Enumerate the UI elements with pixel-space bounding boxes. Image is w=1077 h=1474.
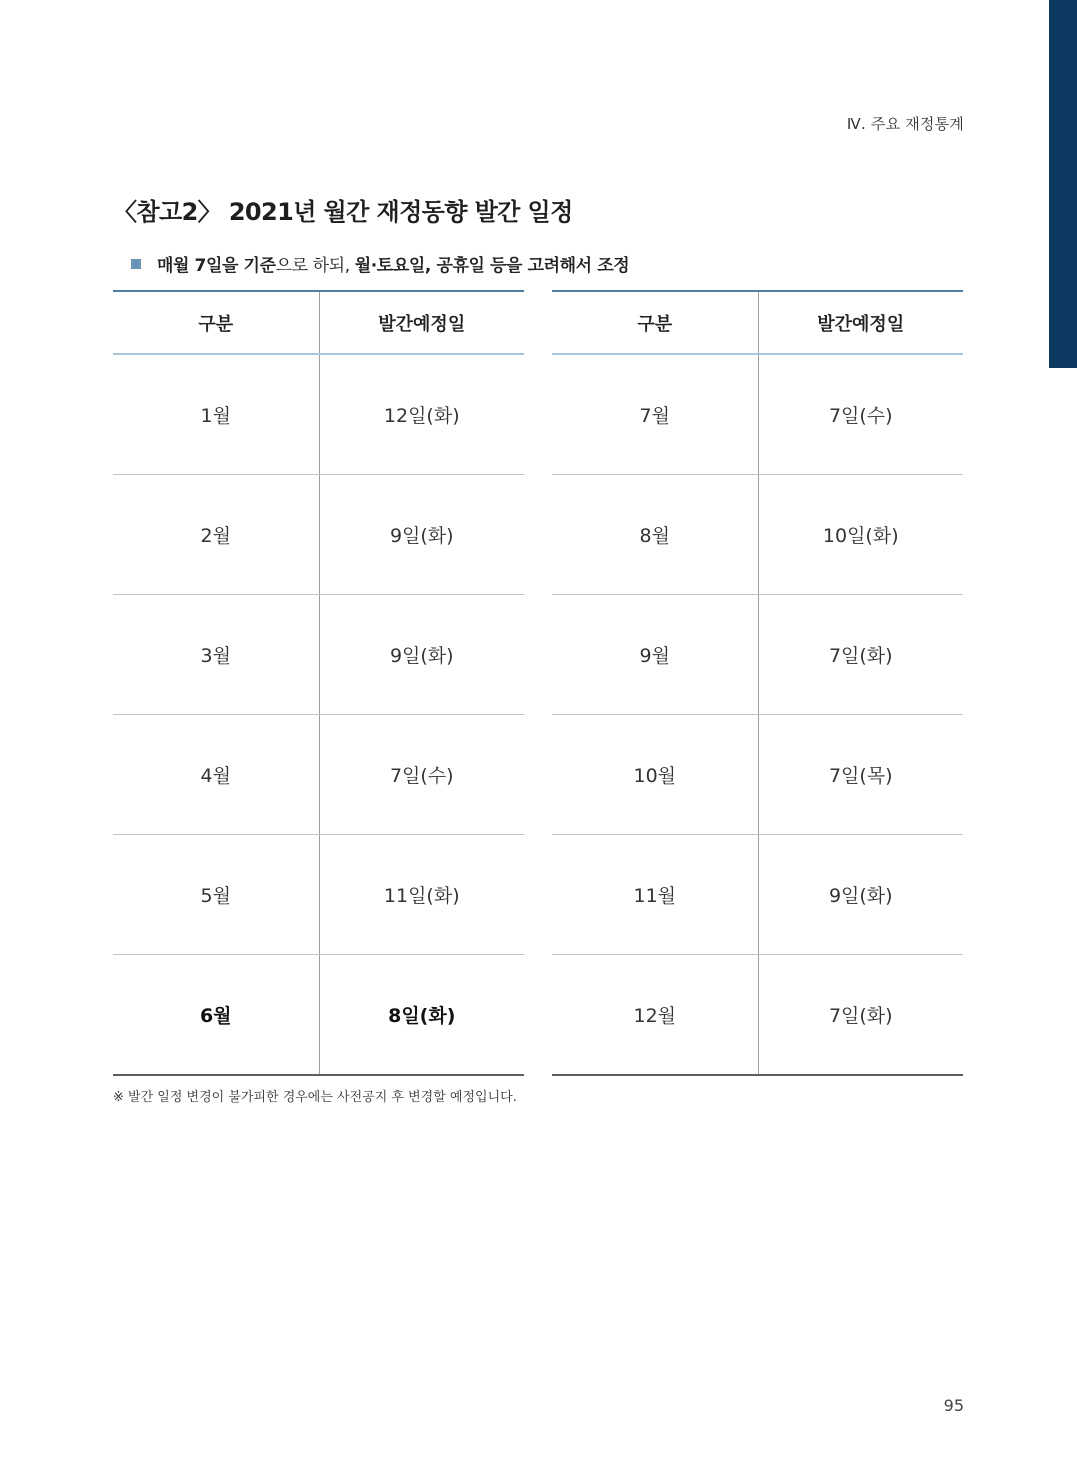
table-row-highlighted xyxy=(113,955,524,1076)
bullet-text-bold-1: 매월 7일을 기준 xyxy=(157,256,276,276)
column-header-category: 구분 xyxy=(113,291,319,354)
column-header-date: 발간예정일 xyxy=(319,291,524,354)
running-header: Ⅳ. 주요 재정통계 xyxy=(846,115,964,133)
page-number: 95 xyxy=(943,1396,964,1415)
date-cell: 7일(목) xyxy=(758,715,963,835)
date-cell: 8일(화) xyxy=(388,1005,456,1027)
schedule-table-left xyxy=(113,290,524,1076)
bullet-text-bold-2: 월·토요일, 공휴일 등을 고려해서 조정 xyxy=(354,256,630,276)
month-cell: 9월 xyxy=(552,595,758,715)
table-row xyxy=(113,715,524,835)
month-cell: 1월 xyxy=(113,354,319,475)
date-cell: 7일(화) xyxy=(758,595,963,715)
date-cell: 7일(수) xyxy=(319,715,524,835)
date-cell: 9일(화) xyxy=(319,475,524,595)
date-cell: 7일(수) xyxy=(758,354,963,475)
date-cell: 9일(화) xyxy=(319,595,524,715)
table-row xyxy=(113,835,524,955)
bullet-text-regular: 으로 하되, xyxy=(275,256,355,276)
table-row xyxy=(552,354,963,475)
table-row xyxy=(113,354,524,475)
footnote: ※ 발간 일정 변경이 불가피한 경우에는 사전공지 후 변경할 예정입니다. xyxy=(113,1090,517,1105)
table-row xyxy=(113,475,524,595)
date-cell: 9일(화) xyxy=(758,835,963,955)
bullet-note xyxy=(131,251,629,276)
month-cell: 7월 xyxy=(552,354,758,475)
column-header-date: 발간예정일 xyxy=(758,291,963,354)
page-title: 〈참고2〉 2021년 월간 재정동향 발간 일정 xyxy=(113,198,573,226)
column-header-category: 구분 xyxy=(552,291,758,354)
month-cell: 12월 xyxy=(552,955,758,1076)
table-row xyxy=(552,475,963,595)
table-row xyxy=(113,595,524,715)
date-cell: 7일(화) xyxy=(828,1005,893,1027)
date-cell: 10일(화) xyxy=(758,475,963,595)
month-cell: 11월 xyxy=(552,835,758,955)
table-row xyxy=(552,715,963,835)
schedule-table-right xyxy=(552,290,963,1076)
month-cell: 2월 xyxy=(113,475,319,595)
month-cell: 5월 xyxy=(113,835,319,955)
month-cell: 3월 xyxy=(113,595,319,715)
chapter-side-tab xyxy=(1049,0,1077,368)
table-row xyxy=(552,595,963,715)
month-cell: 6월 xyxy=(113,955,319,1076)
square-bullet-icon xyxy=(131,259,141,269)
month-cell: 10월 xyxy=(552,715,758,835)
table-row xyxy=(552,955,963,1076)
month-cell: 8월 xyxy=(552,475,758,595)
table-header-row xyxy=(552,291,963,354)
table-header-row xyxy=(113,291,524,354)
date-cell: 11일(화) xyxy=(319,835,524,955)
month-cell: 4월 xyxy=(113,715,319,835)
table-row xyxy=(552,835,963,955)
date-cell: 12일(화) xyxy=(319,354,524,475)
